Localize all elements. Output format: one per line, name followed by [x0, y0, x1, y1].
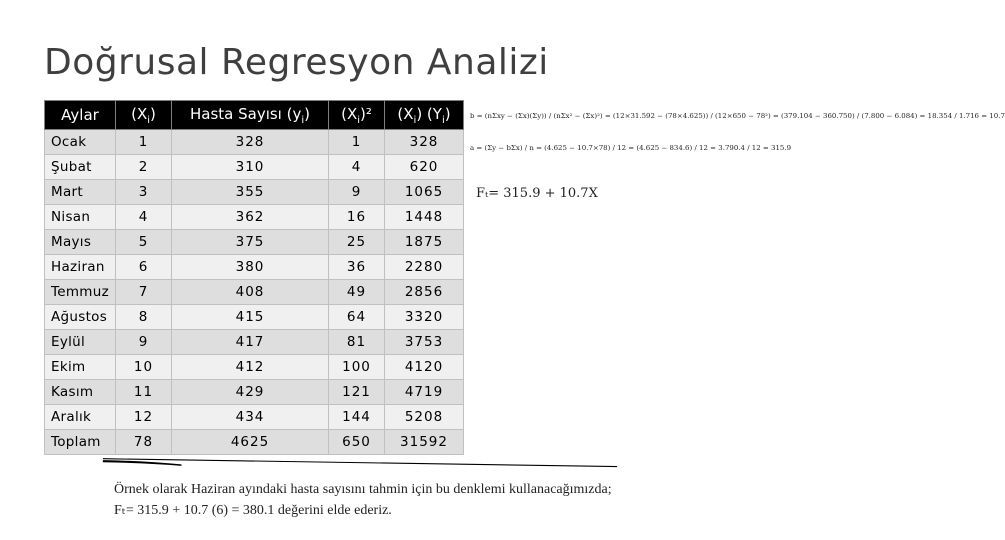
header-subscript: i: [357, 114, 361, 126]
regression-equation: Fₜ= 315.9 + 10.7X: [476, 186, 598, 201]
formula-b: b = (nΣxy − (Σx)(Σy)) / (nΣx² − (Σx)²) = (12×31.592 − (78×4.625)) / (12×650 − 78²) = (379.104 − 360.750) / (7.800 − 6.084) = 18.354 / 1.716 = 10.7: [470, 112, 1005, 120]
cell-month: Nisan: [45, 205, 116, 230]
header-text: )²: [360, 104, 372, 123]
col-header-months: [45, 101, 116, 130]
cell-month: Ekim: [45, 355, 116, 380]
table-row: [45, 205, 464, 230]
cell-x: 9: [116, 330, 172, 355]
cell-x2: 650: [329, 430, 385, 455]
cell-x2: 36: [329, 255, 385, 280]
formula-a: a = (Σy − bΣx) / n = (4.625 − 10.7×78) / 12 = (4.625 − 834.6) / 12 = 3.790.4 / 12 = 315.9: [470, 144, 792, 152]
header-subscript: i: [147, 114, 151, 126]
cell-y: 417: [172, 330, 329, 355]
cell-month: Aralık: [45, 405, 116, 430]
cell-x2: 64: [329, 305, 385, 330]
cell-x2: 49: [329, 280, 385, 305]
cell-y: 375: [172, 230, 329, 255]
cell-xy: 1875: [385, 230, 464, 255]
table-row-total: [45, 430, 464, 455]
header-text: Hasta Sayısı (y: [189, 104, 302, 123]
table-body: [45, 130, 464, 455]
cell-y: 429: [172, 380, 329, 405]
cell-month: Temmuz: [45, 280, 116, 305]
cell-month: Ocak: [45, 130, 116, 155]
cell-y: 328: [172, 130, 329, 155]
cell-month: Toplam: [45, 430, 116, 455]
cell-xy: 328: [385, 130, 464, 155]
cell-x: 8: [116, 305, 172, 330]
cell-month: Şubat: [45, 155, 116, 180]
cell-month: Kasım: [45, 380, 116, 405]
header-subscript: i: [413, 114, 417, 126]
cell-y: 355: [172, 180, 329, 205]
cell-xy: 2856: [385, 280, 464, 305]
header-text: ) (Y: [416, 104, 442, 123]
col-header-xy: [385, 101, 464, 130]
regression-table: [44, 100, 464, 455]
header-text: Aylar: [61, 106, 99, 124]
cell-month: Ağustos: [45, 305, 116, 330]
decorative-swoosh: [0, 458, 720, 468]
header-text: ): [304, 104, 310, 123]
cell-month: Eylül: [45, 330, 116, 355]
table-row: [45, 355, 464, 380]
cell-y: 362: [172, 205, 329, 230]
table-row: [45, 330, 464, 355]
table-row: [45, 255, 464, 280]
cell-x2: 9: [329, 180, 385, 205]
header-text: (X: [131, 104, 148, 123]
cell-xy: 620: [385, 155, 464, 180]
cell-x2: 4: [329, 155, 385, 180]
table-row: [45, 130, 464, 155]
col-header-patients: [172, 101, 329, 130]
cell-x: 3: [116, 180, 172, 205]
cell-y: 412: [172, 355, 329, 380]
example-note-line2: Fₜ= 315.9 + 10.7 (6) = 380.1 değerini elde ederiz.: [114, 503, 392, 518]
cell-xy: 3320: [385, 305, 464, 330]
cell-xy: 3753: [385, 330, 464, 355]
header-text: ): [444, 104, 451, 123]
cell-y: 4625: [172, 430, 329, 455]
cell-xy: 2280: [385, 255, 464, 280]
page-title: Doğrusal Regresyon Analizi: [44, 42, 549, 83]
cell-xy: 4719: [385, 380, 464, 405]
cell-x: 1: [116, 130, 172, 155]
cell-y: 310: [172, 155, 329, 180]
cell-xy: 31592: [385, 430, 464, 455]
cell-x2: 81: [329, 330, 385, 355]
cell-y: 380: [172, 255, 329, 280]
table-row: [45, 380, 464, 405]
col-header-x-squared: [329, 101, 385, 130]
cell-x: 6: [116, 255, 172, 280]
table-row: [45, 280, 464, 305]
cell-xy: 5208: [385, 405, 464, 430]
cell-x2: 16: [329, 205, 385, 230]
cell-x: 5: [116, 230, 172, 255]
cell-x: 4: [116, 205, 172, 230]
col-header-x: [116, 101, 172, 130]
cell-xy: 4120: [385, 355, 464, 380]
table-row: [45, 230, 464, 255]
header-text: (X: [341, 104, 358, 123]
cell-month: Haziran: [45, 255, 116, 280]
table-header-row: [45, 101, 464, 130]
cell-x2: 1: [329, 130, 385, 155]
table-row: [45, 155, 464, 180]
cell-x: 7: [116, 280, 172, 305]
cell-y: 415: [172, 305, 329, 330]
table-row: [45, 180, 464, 205]
cell-y: 408: [172, 280, 329, 305]
header-text: (X: [397, 104, 414, 123]
header-subscript: i: [301, 114, 305, 126]
table-row: [45, 305, 464, 330]
cell-month: Mayıs: [45, 230, 116, 255]
cell-x2: 121: [329, 380, 385, 405]
table-row: [45, 405, 464, 430]
cell-x2: 144: [329, 405, 385, 430]
cell-xy: 1448: [385, 205, 464, 230]
cell-x2: 25: [329, 230, 385, 255]
example-note-line1: Örnek olarak Haziran ayındaki hasta sayısını tahmin için bu denklemi kullanacağımızda;: [114, 482, 612, 497]
cell-xy: 1065: [385, 180, 464, 205]
cell-month: Mart: [45, 180, 116, 205]
cell-y: 434: [172, 405, 329, 430]
cell-x: 11: [116, 380, 172, 405]
cell-x: 10: [116, 355, 172, 380]
cell-x: 78: [116, 430, 172, 455]
cell-x: 12: [116, 405, 172, 430]
header-subscript: i: [441, 114, 445, 126]
cell-x2: 100: [329, 355, 385, 380]
cell-x: 2: [116, 155, 172, 180]
formula-block: [470, 106, 1005, 168]
header-text: ): [150, 104, 156, 123]
